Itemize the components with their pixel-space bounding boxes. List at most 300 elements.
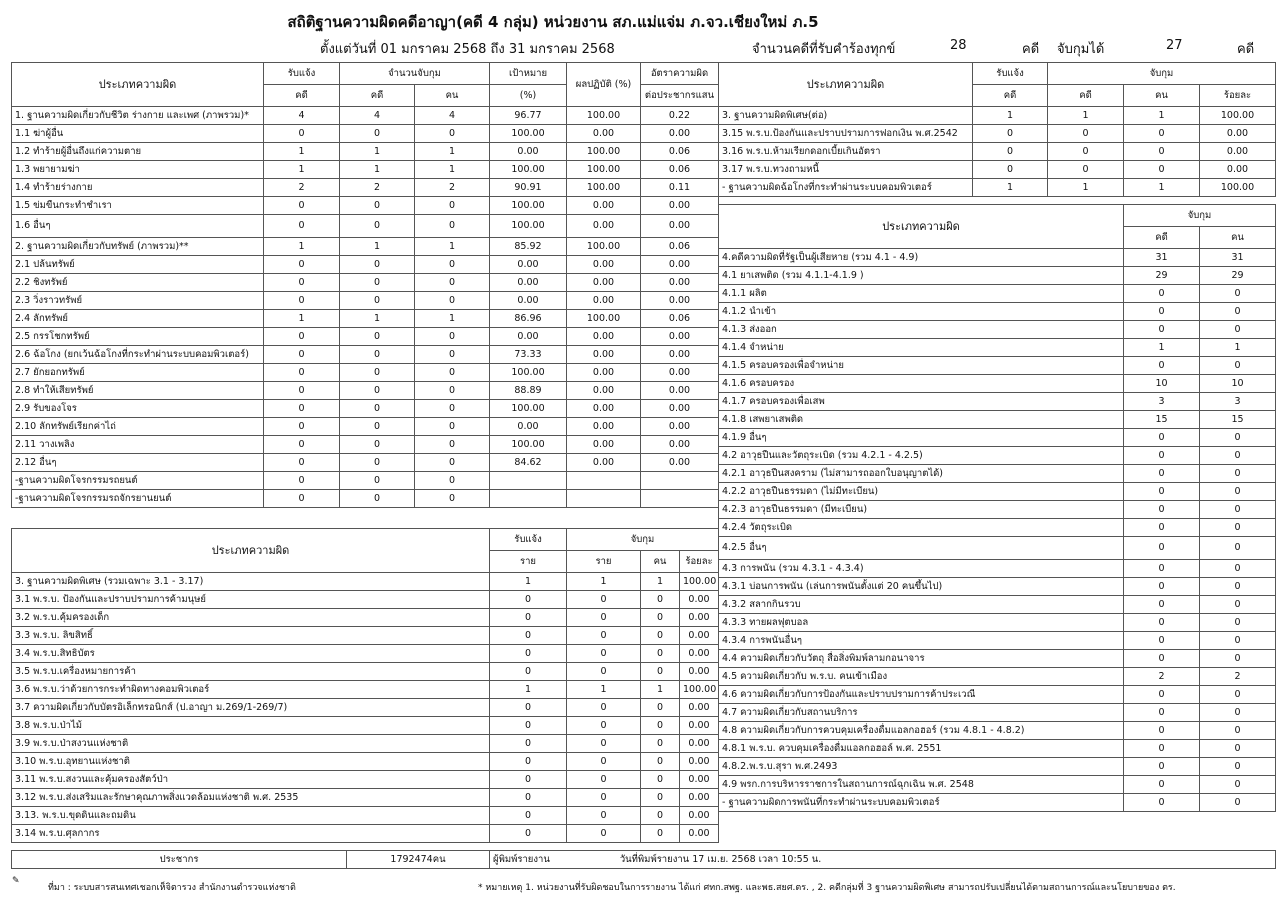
- table-row: [12, 789, 719, 807]
- table-row: [719, 303, 1276, 321]
- table-row: [12, 627, 719, 645]
- row-value: 0: [1200, 632, 1276, 650]
- row-value: 2: [1124, 668, 1200, 686]
- row-value: 1: [264, 161, 340, 179]
- row-value: 0: [490, 645, 567, 663]
- row-value: 0: [340, 328, 415, 346]
- row-label: 3.16 พ.ร.บ.ห้ามเรียกดอกเบี้ยเกินอัตรา: [719, 143, 973, 161]
- row-label: - ฐานความผิดการพนันที่กระทำผ่านระบบคอมพิวเตอร์: [719, 794, 1124, 812]
- row-value: 0.00: [680, 807, 719, 825]
- row-label: 4.7 ความผิดเกี่ยวกับสถานบริการ: [719, 704, 1124, 722]
- row-value: 0: [567, 609, 641, 627]
- row-label: 4.8.1 พ.ร.บ. ควบคุมเครื่องดื่มแอลกอฮอล์ พ.ศ. 2551: [719, 740, 1124, 758]
- row-value: 0.00: [641, 382, 719, 400]
- row-label: 4.8.2.พ.ร.บ.สุรา พ.ศ.2493: [719, 758, 1124, 776]
- row-label: 3.10 พ.ร.บ.อุทยานแห่งชาติ: [12, 753, 490, 771]
- row-value: 0: [1200, 429, 1276, 447]
- table-row: [12, 274, 719, 292]
- row-label: - ฐานความผิดฉ้อโกงที่กระทำผ่านระบบคอมพิวเตอร์: [719, 179, 973, 197]
- row-value: 0: [641, 735, 680, 753]
- row-value: 85.92: [490, 238, 567, 256]
- row-value: 0: [1124, 650, 1200, 668]
- row-value: 0: [1200, 758, 1276, 776]
- row-label: 4.6 ความผิดเกี่ยวกับการป้องกันและปราบปรามการค้าประเวณี: [719, 686, 1124, 704]
- row-value: 0: [641, 771, 680, 789]
- row-value: 2: [1200, 668, 1276, 686]
- table-row: [719, 357, 1276, 375]
- population-value: 1792474คน: [347, 851, 490, 869]
- row-value: 0: [340, 256, 415, 274]
- row-value: 1: [567, 573, 641, 591]
- row-value: 0.00: [567, 364, 641, 382]
- row-value: 0: [264, 454, 340, 472]
- row-value: 2: [264, 179, 340, 197]
- row-label: 3.6 พ.ร.บ.ว่าด้วยการกระทำผิดทางคอมพิวเตอร์: [12, 681, 490, 699]
- table-row: [12, 161, 719, 179]
- table-row: [12, 346, 719, 364]
- row-value: 2: [340, 179, 415, 197]
- row-value: 1: [340, 143, 415, 161]
- row-value: 0: [264, 418, 340, 436]
- row-value: 100.00: [490, 197, 567, 215]
- table-row: [12, 238, 719, 256]
- row-value: 0: [641, 645, 680, 663]
- table-row: [719, 411, 1276, 429]
- row-value: 0: [1200, 776, 1276, 794]
- row-label: 2.12 อื่นๆ: [12, 454, 264, 472]
- row-value: 0: [641, 807, 680, 825]
- row-value: 0: [415, 274, 490, 292]
- row-value: 0: [1124, 758, 1200, 776]
- row-value: 0: [567, 627, 641, 645]
- table-row: [719, 321, 1276, 339]
- row-value: 0.00: [680, 735, 719, 753]
- arrest-value: 27: [1166, 38, 1183, 53]
- row-value: 0.00: [490, 328, 567, 346]
- row-value: 0: [641, 825, 680, 843]
- table-row: [12, 753, 719, 771]
- row-value: 0.00: [680, 789, 719, 807]
- row-value: 1: [1048, 107, 1124, 125]
- table-row: [12, 436, 719, 454]
- row-label: 1.6 อื่นๆ: [12, 215, 264, 238]
- row-label: 2.10 ลักทรัพย์เรียกค่าไถ่: [12, 418, 264, 436]
- row-value: 0: [1124, 501, 1200, 519]
- row-value: [641, 490, 719, 508]
- row-value: 0: [490, 609, 567, 627]
- row-value: 0: [641, 699, 680, 717]
- row-value: 0: [264, 364, 340, 382]
- row-value: 0.00: [567, 274, 641, 292]
- col-recv: รับแจ้ง: [973, 63, 1048, 85]
- row-label: 3.7 ความผิดเกี่ยวกับบัตรอิเล็กทรอนิกส์ (ป.อาญา ม.269/1-269/7): [12, 699, 490, 717]
- row-value: 0: [490, 771, 567, 789]
- row-value: 0: [1124, 447, 1200, 465]
- row-value: 0: [340, 436, 415, 454]
- row-value: 100.00: [567, 161, 641, 179]
- table-row: [12, 771, 719, 789]
- row-label: 2.11 วางเพลิง: [12, 436, 264, 454]
- row-value: 0: [490, 591, 567, 609]
- table-row: [12, 681, 719, 699]
- row-value: 0: [567, 807, 641, 825]
- table-row: [719, 560, 1276, 578]
- row-label: 4.2.5 อื่นๆ: [719, 537, 1124, 560]
- row-label: 3.13. พ.ร.บ.ขุดดินและถมดิน: [12, 807, 490, 825]
- complaints-value: 28: [950, 38, 967, 53]
- row-value: 0.06: [641, 143, 719, 161]
- row-value: 0.00: [567, 418, 641, 436]
- row-value: 0: [415, 364, 490, 382]
- row-value: 0.00: [641, 454, 719, 472]
- row-value: 0: [264, 215, 340, 238]
- row-value: 0: [1124, 686, 1200, 704]
- row-value: 0: [1124, 285, 1200, 303]
- col-pct: (%): [490, 85, 567, 107]
- row-value: 0: [567, 825, 641, 843]
- row-value: 0.00: [567, 125, 641, 143]
- row-label: 4.5 ความผิดเกี่ยวกับ พ.ร.บ. คนเข้าเมือง: [719, 668, 1124, 686]
- row-value: 0: [1200, 501, 1276, 519]
- row-value: 0: [415, 256, 490, 274]
- row-value: 0: [340, 382, 415, 400]
- table-row: [719, 519, 1276, 537]
- bottom-row: [11, 850, 1276, 869]
- table-row: [719, 393, 1276, 411]
- row-value: 0: [490, 825, 567, 843]
- row-value: 0: [1124, 429, 1200, 447]
- row-value: 0: [490, 717, 567, 735]
- row-value: 0: [567, 645, 641, 663]
- row-value: 1: [567, 681, 641, 699]
- printer-info: [490, 851, 1276, 869]
- row-value: 0: [415, 215, 490, 238]
- row-value: 0: [641, 753, 680, 771]
- row-label: 2.5 กรรโชกทรัพย์: [12, 328, 264, 346]
- row-label: 4.1.9 อื่นๆ: [719, 429, 1124, 447]
- row-value: 0: [1200, 465, 1276, 483]
- table-row: [12, 645, 719, 663]
- row-value: 0: [1200, 447, 1276, 465]
- col-person: คน: [1124, 85, 1200, 107]
- table-row: [719, 794, 1276, 812]
- row-value: 0: [1124, 143, 1200, 161]
- table-row: [12, 735, 719, 753]
- row-value: 1: [1124, 107, 1200, 125]
- row-value: 1: [340, 238, 415, 256]
- table-row: [12, 197, 719, 215]
- row-value: 0.00: [490, 274, 567, 292]
- row-value: 0.00: [641, 125, 719, 143]
- row-value: 0.00: [680, 663, 719, 681]
- row-value: 0: [1200, 537, 1276, 560]
- row-value: 1: [641, 681, 680, 699]
- table-row: [719, 704, 1276, 722]
- row-value: 0: [264, 436, 340, 454]
- row-value: 0: [1124, 740, 1200, 758]
- row-value: 0.06: [641, 238, 719, 256]
- table-row: [719, 375, 1276, 393]
- row-label: 4.8 ความผิดเกี่ยวกับการควบคุมเครื่องดื่มแอลกอฮอร์ (รวม 4.8.1 - 4.8.2): [719, 722, 1124, 740]
- row-value: 0.00: [641, 215, 719, 238]
- row-label: 1. ฐานความผิดเกี่ยวกับชีวิต ร่างกาย และเพศ (ภาพรวม)*: [12, 107, 264, 125]
- col-recv: รับแจ้ง: [490, 529, 567, 551]
- table-row: [12, 825, 719, 843]
- row-value: 0.00: [641, 400, 719, 418]
- table-row: [719, 267, 1276, 285]
- row-value: 0: [1200, 560, 1276, 578]
- row-value: 0: [567, 771, 641, 789]
- col-person: คน: [1200, 227, 1276, 249]
- table-row: [12, 143, 719, 161]
- row-value: 0: [490, 789, 567, 807]
- row-value: 0.00: [680, 771, 719, 789]
- row-value: 0: [1124, 519, 1200, 537]
- row-label: 4.3.3 ทายผลฟุตบอล: [719, 614, 1124, 632]
- table-row: [12, 292, 719, 310]
- table-row: [719, 668, 1276, 686]
- row-label: 2.6 ฉ้อโกง (ยกเว้นฉ้อโกงที่กระทำผ่านระบบคอมพิวเตอร์): [12, 346, 264, 364]
- col-target: เป้าหมาย: [490, 63, 567, 85]
- row-value: 0.00: [680, 825, 719, 843]
- col-arrest: จับกุม: [567, 529, 719, 551]
- row-value: 1: [415, 310, 490, 328]
- row-value: 0: [1124, 537, 1200, 560]
- row-value: [567, 490, 641, 508]
- row-value: 0: [340, 364, 415, 382]
- row-value: 0: [1124, 776, 1200, 794]
- row-value: 0: [1200, 303, 1276, 321]
- row-value: 84.62: [490, 454, 567, 472]
- row-label: 4.1.5 ครอบครองเพื่อจำหน่าย: [719, 357, 1124, 375]
- row-value: 0: [264, 256, 340, 274]
- row-value: 0.00: [641, 346, 719, 364]
- row-value: 1: [415, 161, 490, 179]
- row-label: 2.1 ปล้นทรัพย์: [12, 256, 264, 274]
- row-label: 4.3.1 บ่อนการพนัน (เล่นการพนันตั้งแต่ 20 คนขึ้นไป): [719, 578, 1124, 596]
- row-value: 0: [1200, 740, 1276, 758]
- row-label: 2.7 ยักยอกทรัพย์: [12, 364, 264, 382]
- table-row: [719, 758, 1276, 776]
- col-person: คน: [641, 551, 680, 573]
- table-row: [12, 454, 719, 472]
- row-value: 0.00: [567, 328, 641, 346]
- col-person: คน: [415, 85, 490, 107]
- row-value: 0: [1124, 614, 1200, 632]
- row-label: 4.1.7 ครอบครองเพื่อเสพ: [719, 393, 1124, 411]
- table-crimes-4: [718, 204, 1276, 812]
- col-arrest: จับกุม: [1124, 205, 1276, 227]
- row-value: 0: [1124, 321, 1200, 339]
- row-value: 0.00: [1200, 125, 1276, 143]
- table-row: [12, 609, 719, 627]
- row-value: 0.00: [680, 609, 719, 627]
- row-value: 0: [1200, 578, 1276, 596]
- row-value: 15: [1200, 411, 1276, 429]
- row-label: 3.2 พ.ร.บ.คุ้มครองเด็ก: [12, 609, 490, 627]
- print-date: วันที่พิมพ์รายงาน 17 เม.ย. 2568 เวลา 10:55 น.: [619, 854, 822, 865]
- col-arrest: จับกุม: [1048, 63, 1276, 85]
- printer-label: ผู้พิมพ์รายงาน: [493, 854, 550, 865]
- row-value: 0.00: [641, 197, 719, 215]
- row-value: 0: [415, 454, 490, 472]
- row-value: 29: [1124, 267, 1200, 285]
- row-label: 4.9 พรก.การบริหารราชการในสถานการณ์ฉุกเฉิน พ.ศ. 2548: [719, 776, 1124, 794]
- row-value: 1: [1048, 179, 1124, 197]
- row-value: 0.00: [567, 382, 641, 400]
- row-label: 4.3.4 การพนันอื่นๆ: [719, 632, 1124, 650]
- row-value: 0: [973, 143, 1048, 161]
- row-value: 0.00: [490, 256, 567, 274]
- row-label: 3.17 พ.ร.บ.ทวงถามหนี้: [719, 161, 973, 179]
- row-value: 0: [1200, 285, 1276, 303]
- row-value: 0: [340, 125, 415, 143]
- row-value: 0: [340, 346, 415, 364]
- row-label: 2. ฐานความผิดเกี่ยวกับทรัพย์ (ภาพรวม)**: [12, 238, 264, 256]
- table-row: [719, 776, 1276, 794]
- population-label: ประชากร: [12, 851, 347, 869]
- row-value: 100.00: [680, 681, 719, 699]
- row-value: 0.00: [680, 591, 719, 609]
- row-value: 0.00: [490, 418, 567, 436]
- row-value: 0.00: [567, 215, 641, 238]
- row-value: 0: [641, 609, 680, 627]
- row-value: 1: [264, 143, 340, 161]
- row-value: 0: [1200, 519, 1276, 537]
- row-label: 3.5 พ.ร.บ.เครื่องหมายการค้า: [12, 663, 490, 681]
- row-value: 0: [641, 663, 680, 681]
- row-label: 1.2 ทำร้ายผู้อื่นถึงแก่ความตาย: [12, 143, 264, 161]
- table-crimes-3-cont: [718, 62, 1276, 197]
- table-row: [12, 573, 719, 591]
- row-value: 0: [973, 161, 1048, 179]
- table-row: [12, 382, 719, 400]
- row-value: 0: [567, 789, 641, 807]
- row-value: 0: [567, 591, 641, 609]
- row-value: 0.00: [567, 436, 641, 454]
- col-case: คดี: [264, 85, 340, 107]
- row-value: 0: [1200, 357, 1276, 375]
- row-value: 0: [1124, 704, 1200, 722]
- row-value: 1: [641, 573, 680, 591]
- table-row: [719, 483, 1276, 501]
- row-value: 86.96: [490, 310, 567, 328]
- col-type: ประเภทความผิด: [719, 205, 1124, 249]
- row-value: 10: [1124, 375, 1200, 393]
- row-label: 3.4 พ.ร.บ.สิทธิบัตร: [12, 645, 490, 663]
- table-row: [719, 596, 1276, 614]
- row-value: 0: [264, 346, 340, 364]
- row-value: 0: [1124, 483, 1200, 501]
- col-result: ผลปฏิบัติ (%): [567, 63, 641, 107]
- row-value: 0: [340, 400, 415, 418]
- row-value: 100.00: [490, 161, 567, 179]
- row-value: 0: [490, 627, 567, 645]
- table-row: [719, 501, 1276, 519]
- row-value: 0: [264, 328, 340, 346]
- row-value: 0.00: [1200, 143, 1276, 161]
- row-label: 1.4 ทำร้ายร่างกาย: [12, 179, 264, 197]
- row-value: 0.00: [641, 328, 719, 346]
- row-label: 3.12 พ.ร.บ.ส่งเสริมและรักษาคุณภาพสิ่งแวดล้อมแห่งชาติ พ.ศ. 2535: [12, 789, 490, 807]
- row-label: 4.1.1 ผลิต: [719, 285, 1124, 303]
- table-row: [12, 591, 719, 609]
- arrest-label: จับกุมได้: [1057, 42, 1105, 57]
- row-value: 0: [415, 346, 490, 364]
- row-value: 0: [415, 328, 490, 346]
- row-value: 0.00: [567, 346, 641, 364]
- row-value: 0: [415, 436, 490, 454]
- table-row: [719, 249, 1276, 267]
- row-value: 0.00: [680, 753, 719, 771]
- row-value: 0: [1124, 722, 1200, 740]
- col-rate: อัตราความผิด: [641, 63, 719, 85]
- row-value: 1: [340, 161, 415, 179]
- row-value: [641, 472, 719, 490]
- table-row: [719, 650, 1276, 668]
- row-value: 0.00: [1200, 161, 1276, 179]
- row-value: 0: [264, 125, 340, 143]
- row-label: 3.9 พ.ร.บ.ป่าสงวนแห่งชาติ: [12, 735, 490, 753]
- row-value: 0: [567, 717, 641, 735]
- source-note: ที่มา : ระบบสารสนเทศเชอกเห็จิตารวง สำนักงานตำรวจแห่งชาติ: [48, 883, 296, 893]
- row-value: 0: [340, 490, 415, 508]
- row-value: 0: [1200, 686, 1276, 704]
- col-pct: ร้อยละ: [1200, 85, 1276, 107]
- table-row: [719, 447, 1276, 465]
- table-row: [719, 285, 1276, 303]
- table-crimes-1-2: [11, 62, 719, 508]
- row-value: 1: [1200, 339, 1276, 357]
- row-value: 0.22: [641, 107, 719, 125]
- table-row: [719, 107, 1276, 125]
- row-value: 0: [340, 418, 415, 436]
- row-label: 4.2.4 วัตถุระเบิด: [719, 519, 1124, 537]
- row-value: 0: [1048, 161, 1124, 179]
- table-row: [12, 310, 719, 328]
- table-row: [719, 339, 1276, 357]
- row-value: 1: [973, 107, 1048, 125]
- row-value: 0.00: [680, 645, 719, 663]
- row-value: 90.91: [490, 179, 567, 197]
- row-value: 0.00: [641, 292, 719, 310]
- row-value: 0: [264, 472, 340, 490]
- col-item: ราย: [490, 551, 567, 573]
- row-value: 0: [415, 418, 490, 436]
- row-value: 0: [490, 753, 567, 771]
- doc-icon: ✎: [12, 876, 20, 886]
- row-value: 0: [1124, 465, 1200, 483]
- row-label: 3.14 พ.ร.บ.ศุลกากร: [12, 825, 490, 843]
- table-row: [719, 143, 1276, 161]
- table-row: [719, 429, 1276, 447]
- remark-note: * หมายเหตุ 1. หน่วยงานที่รับผิดชอบในการรายงาน ได้แก่ ศทก.สพฐ. และพธ.สยศ.ตร. , 2. คดีกลุ่มที่ 3 ฐานความผิดพิเศษ สามารถปรับเปลี่ยนได้ตามสถานการณ์และนโยบายของ ตร.: [478, 883, 1176, 893]
- row-value: 10: [1200, 375, 1276, 393]
- row-value: 0: [1048, 125, 1124, 143]
- row-label: 3.11 พ.ร.บ.สงวนและคุ้มครองสัตว์ป่า: [12, 771, 490, 789]
- row-value: 0.00: [641, 364, 719, 382]
- row-value: 0.00: [641, 256, 719, 274]
- row-value: 0: [1124, 161, 1200, 179]
- row-label: 4.4 ความผิดเกี่ยวกับวัตถุ สื่อสิ่งพิมพ์ลามกอนาจาร: [719, 650, 1124, 668]
- row-value: 0: [973, 125, 1048, 143]
- row-label: 2.4 ลักทรัพย์: [12, 310, 264, 328]
- row-value: 100.00: [490, 364, 567, 382]
- row-value: 0: [340, 292, 415, 310]
- row-value: 4: [415, 107, 490, 125]
- row-label: 4.2.2 อาวุธปืนธรรมดา (ไม่มีทะเบียน): [719, 483, 1124, 501]
- row-value: 0: [1200, 794, 1276, 812]
